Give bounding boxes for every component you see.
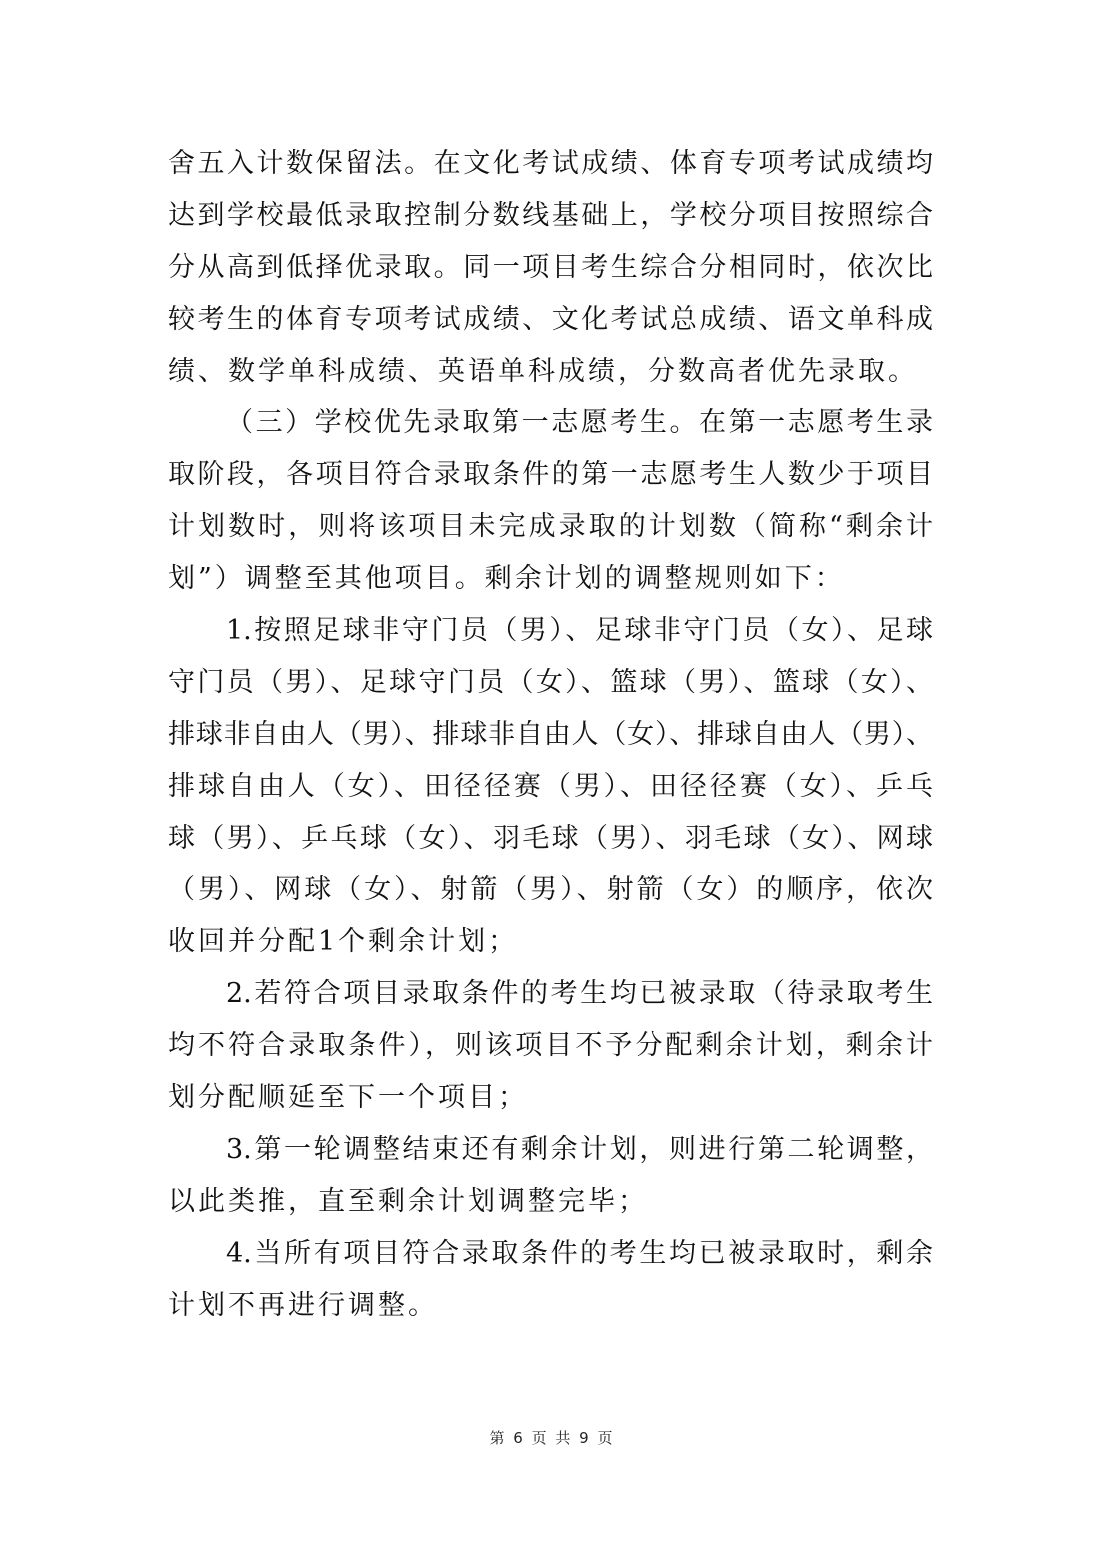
- text-line: （三）学校优先录取第一志愿考生。在第一志愿考生录: [226, 407, 933, 439]
- text-line: 收回并分配1个剩余计划；: [168, 926, 519, 958]
- text-line: 均不符合录取条件），则该项目不予分配剩余计划，剩余计: [168, 1030, 933, 1062]
- text-line: 划”）调整至其他项目。剩余计划的调整规则如下：: [168, 563, 845, 595]
- text-line: 4.当所有项目符合录取条件的考生均已被录取时，剩余: [226, 1237, 933, 1269]
- text-line: 舍五入计数保留法。在文化考试成绩、体育专项考试成绩均: [168, 148, 933, 179]
- text-line: 达到学校最低录取控制分数线基础上，学校分项目按照综合: [168, 199, 933, 231]
- text-line: 绩、数学单科成绩、英语单科成绩，分数高者优先录取。: [168, 355, 918, 387]
- text-line: 计划数时，则将该项目未完成录取的计划数（简称“剩余计: [168, 511, 933, 543]
- text-line: 1.按照足球非守门员（男）、足球非守门员（女）、足球: [226, 615, 933, 647]
- text-line: 较考生的体育专项考试成绩、文化考试总成绩、语文单科成: [168, 303, 933, 335]
- text-line: 排球自由人（女）、田径径赛（男）、田径径赛（女）、乒乓: [168, 770, 933, 802]
- text-line: 以此类推，直至剩余计划调整完毕；: [168, 1185, 648, 1217]
- page-number-footer: 第 6 页 共 9 页: [489, 1429, 613, 1447]
- text-line: 守门员（男）、足球守门员（女）、篮球（男）、篮球（女）、: [168, 666, 933, 698]
- text-line: 3.第一轮调整结束还有剩余计划，则进行第二轮调整，: [226, 1133, 933, 1165]
- text-line: 划分配顺延至下一个项目；: [168, 1082, 528, 1114]
- text-line: 排球非自由人（男）、排球非自由人（女）、排球自由人（男）、: [168, 718, 933, 750]
- text-line: 取阶段，各项目符合录取条件的第一志愿考生人数少于项目: [168, 459, 933, 491]
- document-body: [168, 143, 933, 1336]
- text-line: 2.若符合项目录取条件的考生均已被录取（待录取考生: [226, 978, 933, 1010]
- text-line: 分从高到低择优录取。同一项目考生综合分相同时，依次比: [168, 251, 933, 283]
- text-line: 计划不再进行调整。: [168, 1289, 438, 1321]
- text-line: 球（男）、乒乓球（女）、羽毛球（男）、羽毛球（女）、网球: [168, 822, 933, 854]
- text-line: （男）、网球（女）、射箭（男）、射箭（女）的顺序，依次: [168, 874, 933, 906]
